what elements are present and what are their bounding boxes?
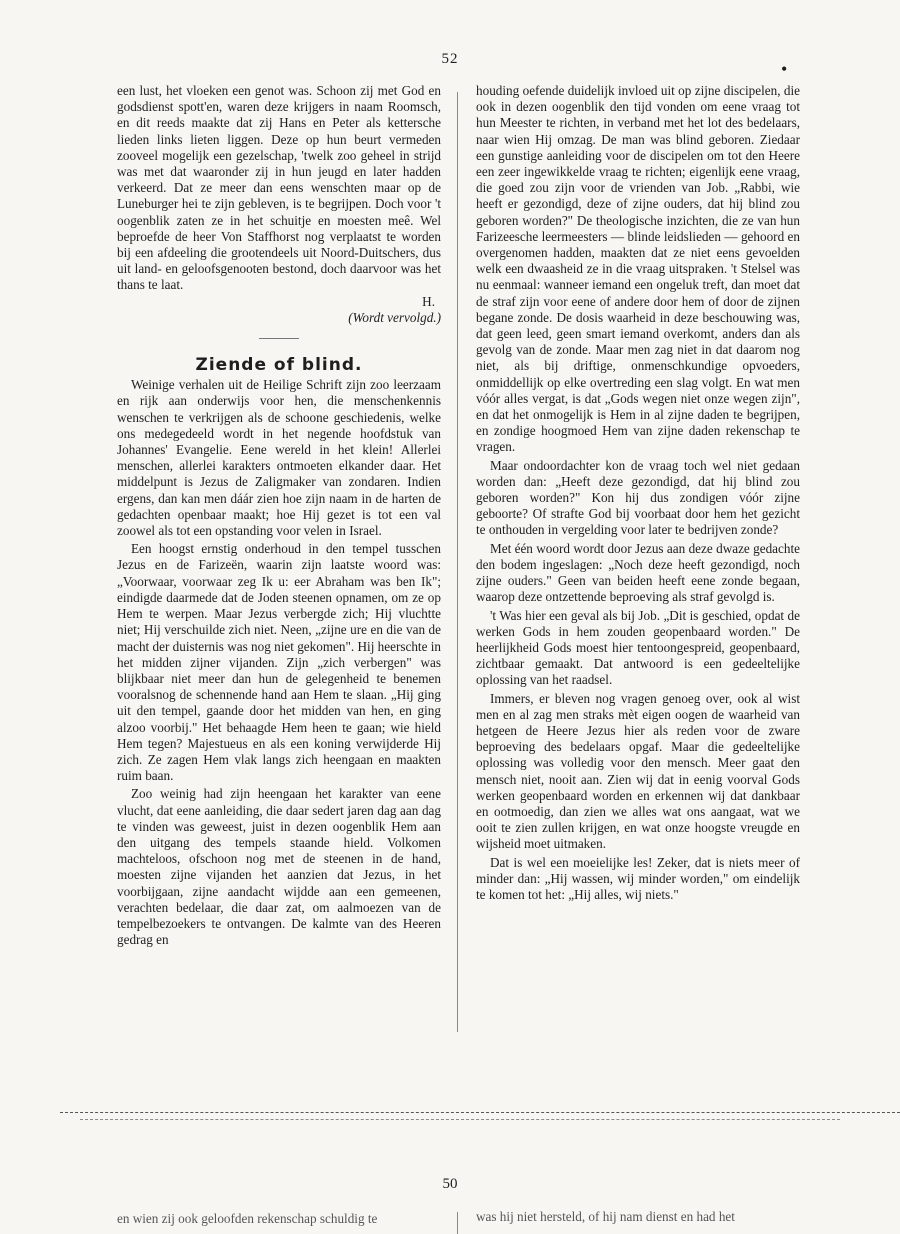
bottom-rule — [60, 1112, 900, 1113]
article-paragraph: Immers, er bleven nog vragen genoeg over, ook al wist men en al zag men straks mèt eigen oogen de waarheid van hetgeen de Heere Jezus hier als reden voor de zware beproeving des bedelaars opgaf. Maar die gedeeltelijke oplossing was volledig voor den mensch. Meer gaat den mensch niet, nooit aan. Zien wij dat in eenig voorval Gods werken geopenbaard worden en erkennen wij dat dankbaar en ootmoedig, dan zien we alles wat ons aangaat, wat we ooit te zien zullen krijgen, en wat onze hoogste vreugde en wijsheid moet uitmaken. — [476, 690, 800, 852]
column-divider — [457, 92, 458, 1032]
author-signature: H. — [422, 293, 435, 309]
page-bottom-rules — [60, 1112, 900, 1120]
next-page-number: 50 — [442, 1176, 458, 1192]
article-title: Ziende of blind. — [195, 355, 363, 376]
right-column — [476, 83, 800, 903]
printer-dot: • — [781, 59, 788, 79]
next-page-column-divider — [457, 1212, 458, 1234]
article-paragraph: Dat is wel een moeielijke les! Zeker, dat is niets meer of minder dan: „Hij wassen, wij minder worden," om eindelijk te komen tot het: „Hij alles, wij niets." — [476, 854, 800, 902]
article-paragraph: Zoo weinig had zijn heengaan het karakter van eene vlucht, dat eene aanleiding, die daar sedert jaren dag aan dag te vinden was geweest, juist in dezen oogenblik Hem aan den uitgang des tempels staande hield. Volkomen machteloos, ofschoon nog met de steenen in de hand, moesten zijne vijanden het aanzien dat Jezus, in het voorbijgaan, zijne aandacht wijdde aan een gemeenen, verachten bedelaar, die daar zat, om aalmoezen van de tempelbezoekers te ontvangen. De kalmte van des Heeren gedrag en — [117, 786, 441, 948]
next-page-left-line: en wien zij ook geloofden rekenschap schuldig te — [117, 1211, 378, 1226]
bottom-rule — [80, 1119, 840, 1120]
article-paragraph: Een hoogst ernstig onderhoud in den tempel tusschen Jezus en de Farizeën, waarin zijn laatste woord was: „Voorwaar, voorwaar zeg Ik u: eer Abraham was ben Ik"; eindigde daarmede dat de Joden steenen opnamen, om ze op Hem te werpen. Maar Jezus verbergde zich; Hij vluchtte niet; Hij verschuilde zich niet. Neen, „zijne ure en die van de macht der duisternis was nog niet gekomen". Hij heerschte in het midden zijner vijanden. Zijn „zich verbergen" was blijkbaar niet meer dan hun de gelegenheid te benemen vooralsnog de schennende hand aan Hem te slaan. „Hij ging uit den tempel, gaande door het midden van hen, en ging alzoo voorbij." Het behaagde Hem heen te gaan; wie hield Hem tegen? Majestueus en als een koning verwijderde Hij zich. Ze zagen Hem vlak langs zich heengaan en maakten ruim baan. — [117, 541, 441, 784]
section-divider — [259, 338, 299, 339]
article-paragraph: Met één woord wordt door Jezus aan deze dwaze gedachte den bodem ingeslagen: „Noch deze heeft gezondigd, noch zijne ouders." Geen van beiden heeft eene zonde begaan, waarop deze ontzettende beproeving als straf gevolgd is. — [476, 540, 800, 605]
serial-continuation: een lust, het vloeken een genot was. Schoon zij met God en godsdienst spott'en, waren deze krijgers in naam Roomsch, en dit reeds maakte dat zij Hans en Peter als kettersche lieden links lieten liggen. Deze op hun beurt vermeden zooveel mogelijk een gezelschap, 'twelk zoo geheel in strijd was met dat waaronder zij in hun jeugd en later hadden verkeerd. Dat ze meer dan eens wenschten maar op de Luneburger hei te zijn gebleven, is te begrijpen. Doch voor 't oogenblik zaten ze in het schuitje en moesten meê. Wel beproefde de heer Von Staffhorst nog verplaatst te worden bij een afdeeling die grootendeels uit Noord-Duitschers, dus uit land- en geloofsgenooten bestond, doch daarvoor was het thans te laat. — [117, 83, 441, 293]
left-column — [117, 83, 441, 948]
article-paragraph: 't Was hier een geval als bij Job. „Dit is geschied, opdat de werken Gods in hem zouden geopenbaard worden." De heerlijkheid Gods moest hier tentoongespreid, geopenbaard, zichtbaar gemaakt. Dat antwoord is een gedeeltelijke oplossing van het raadsel. — [476, 607, 800, 688]
to-be-continued-note: (Wordt vervolgd.) — [348, 309, 441, 325]
next-page-right-line: was hij niet hersteld, of hij nam dienst en had het — [476, 1209, 735, 1224]
article-paragraph: Weinige verhalen uit de Heilige Schrift zijn zoo leerzaam en rijk aan onderwijs voor hen, die menschenkennis wenschen te verkrijgen als de schoone geschiedenis, welke ons medegedeeld wordt in het negende hoofdstuk van Johannes' Evangelie. Eene wereld in het klein! Allerlei menschen, allerlei karakters ontmoeten elkander daar. Het middelpunt is Jezus de Zaligmaker van zondaren. Indien ergens, dan kan men dáár zien hoe zijn naam in de harten de gedachten openbaar maakt; hoe Hij gezet is tot een val zoowel als tot een opstanding voor velen in Israel. — [117, 377, 441, 539]
article-paragraph: Maar ondoordachter kon de vraag toch wel niet gedaan worden dan: „Heeft deze gezondigd, dat hij blind zou geboren worden?" Kon hij dus zondigen vóór zijne geboorte? Of strafte God bij voorbaat door hem het gezicht te onthouden in vergelding voor later te bedrijven zonde? — [476, 457, 800, 538]
page-number: 52 — [441, 51, 459, 67]
article-paragraph: houding oefende duidelijk invloed uit op zijne discipelen, die ook in dezen oogenblik den tijd vonden om eene vraag tot hun Meester te richten, in verband met het lot des bedelaars, naar wien Hij omzag. De man was blind geboren. Ziedaar een gunstige aanleiding voor de discipelen om tot den Heere een zeer ingewikkelde vraag te richten; eigenlijk eene vraag, die goed zou zijn voor de vrienden van Job. „Rabbi, wie heeft er gezondigd, deze of zijne ouders, dat hij blind zou geboren worden?" De theologische inzichten, die ze van hun Farizeesche leermeesters — blinde leidslieden — gehoord en overgenomen hadden, maakten dat ze niet eens gevoelden welk een dwaasheid ze in die vraag uitspraken. 't Stelsel was nu eenmaal: wanneer iemand een ongeluk treft, dan moet dat de straf zijn voor eene of andere door hem of door de zijnen begane zonde. De dosis waarheid in deze beschouwing was, dat geen leed, geen smart iemand overkomt, anders dan als gevolg van de zonde. Maar men zag niet in dat daarom nog niet, als bij driftige, onmenschkundige opvoeders, onmiddellijk op elke overtreding een slag volgt. En wat men vóór alles vergat, is dat „Gods wegen niet onze wegen zijn", en dat het onmogelijk is Hem in al zijne daden te begrijpen, en zondige hoogmoed Hem van zijne daden rekenschap te vragen. — [476, 83, 800, 455]
